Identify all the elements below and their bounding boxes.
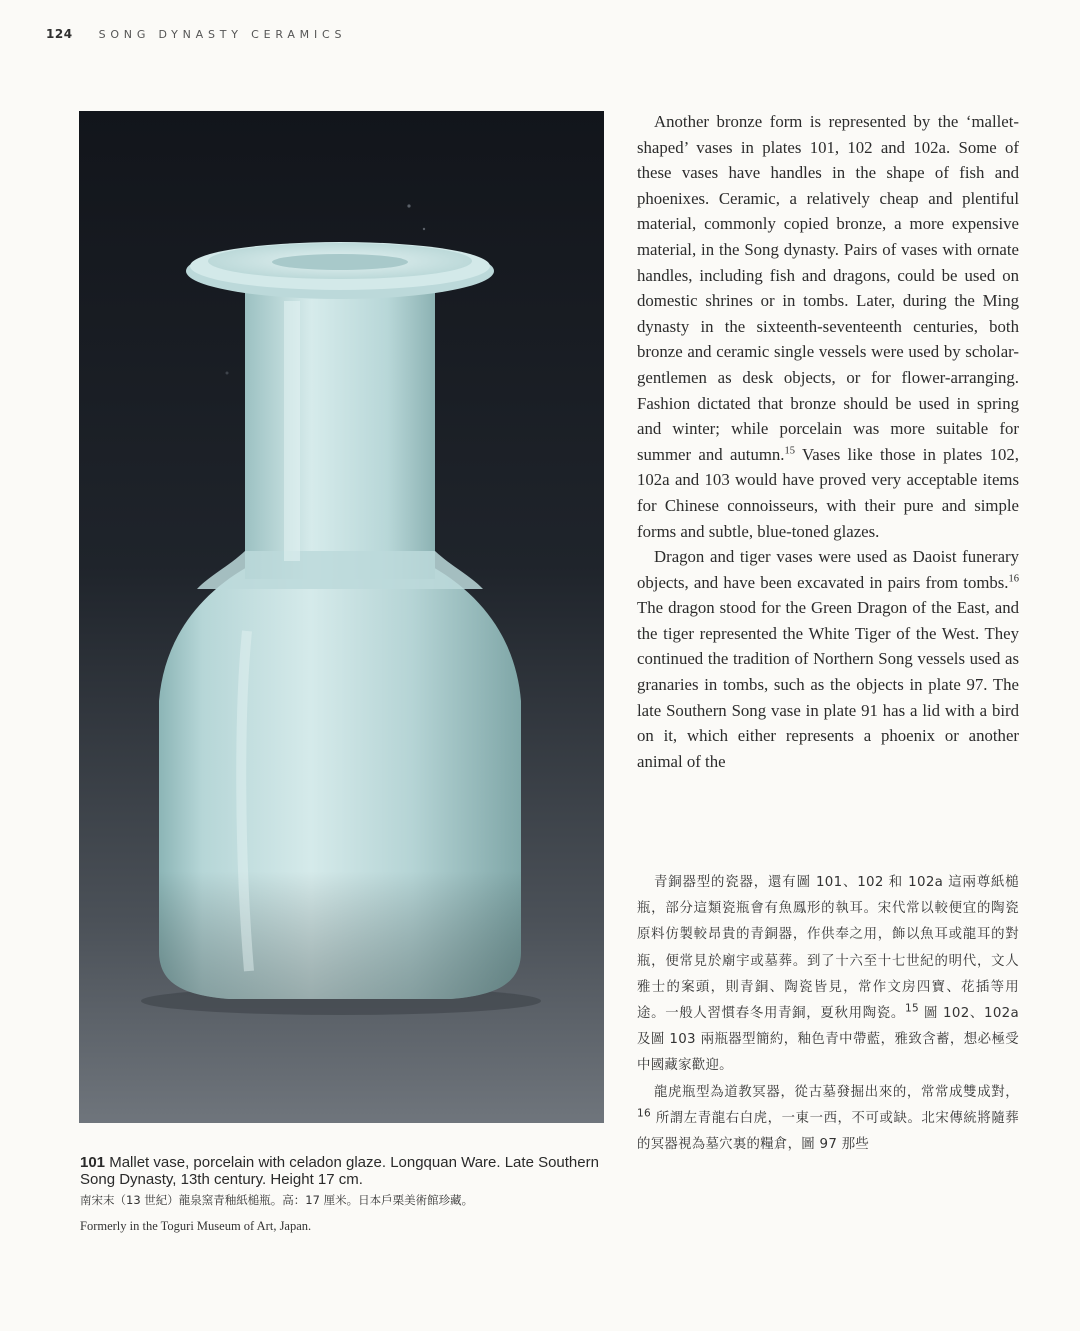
footnote-ref-zh-16: 16 — [637, 1107, 651, 1120]
paragraph-en-1 — [637, 109, 1019, 544]
body-text-chinese — [637, 870, 1019, 1158]
footnote-ref-16: 16 — [1008, 573, 1019, 585]
vase-photograph — [79, 111, 604, 1123]
paragraph-en-1-tail: Vases like those in plates 102, 102a and 103 would have proved very acceptable items for Chinese connoisseurs, with their pure and simple forms and subtle, blue-toned glazes. — [637, 444, 1020, 541]
paragraph-zh-2-tail: 所謂左青龍右白虎，一東一西，不可或缺。北宋傳統將隨葬的冥器視為墓穴裏的糧倉，圖 97 那些 — [637, 1110, 1019, 1153]
paragraph-zh-1 — [637, 870, 1019, 1080]
caption-credit: Formerly in the Toguri Museum of Art, Japan. — [80, 1219, 312, 1233]
caption-text-en: Mallet vase, porcelain with celadon glaze. Longquan Ware. Late Southern Song Dynasty, 13th century. Height 17 cm. — [80, 1154, 599, 1188]
paragraph-en-1-text: Another bronze form is represented by the ‘mallet-shaped’ vases in plates 101, 102 and 102a. Some of these vases have handles in the shape of fish and phoenixes. Ceramic, a relatively cheap and plentiful material, commonly copied bronze, a more expensive material, in the Song dynasty. Pairs of vases with ornate handles, including fish and dragons, could be used on domestic shrines or in tombs. Later, during the Ming dynasty in the sixteenth-seventeenth centuries, both bronze and ceramic single vessels were used by scholar-gentlemen as desk objects, or for flower-arranging. Fashion dictated that bronze should be used in spring and winter; while porcelain was more suitable for summer and autumn. — [637, 112, 1019, 464]
paragraph-zh-2-text: 龍虎瓶型為道教冥器，從古墓發掘出來的，常常成雙成對， — [654, 1084, 1019, 1100]
body-text-english — [637, 109, 1019, 774]
caption-chinese: 南宋末（13 世紀）龍泉窯青釉紙槌瓶。高：17 厘米。日本戶栗美術館珍藏。 — [80, 1193, 474, 1207]
plate-number: 101 — [80, 1154, 106, 1171]
footnote-ref-15: 15 — [784, 445, 795, 457]
figure-caption — [80, 1154, 600, 1234]
paragraph-en-2-tail: The dragon stood for the Green Dragon of the East, and the tiger represented the White Tiger of the West. They continued the tradition of Northern Song vessels used as granaries in tombs, such as the objects in plate 97. The late Southern Song vase in plate 91 has a lid with a bird on it, which either represents a phoenix or another animal of the — [637, 598, 1019, 771]
caption-english — [80, 1154, 600, 1188]
paragraph-zh-2 — [637, 1080, 1019, 1159]
running-head: SONG DYNASTY CERAMICS — [98, 28, 347, 41]
paragraph-zh-1-tail: 圖 102、102a 及圖 103 兩瓶器型簡約，釉色青中帶藍，雅致含蓄，想必極受中國藏家歡迎。 — [637, 1006, 1019, 1074]
paragraph-zh-1-text: 青銅器型的瓷器，還有圖 101、102 和 102a 這兩尊紙槌瓶，部分這類瓷瓶會有魚鳳形的執耳。宋代常以較便宜的陶瓷原料仿製較昂貴的青銅器，作供奉之用，飾以魚耳或龍耳的對瓶，便常見於廟宇或墓葬。到了十六至十七世紀的明代，文人雅士的案頭，則青銅、陶瓷皆見，常作文房四寶、花插等用途。一般人習慣春冬用青銅，夏秋用陶瓷。 — [637, 875, 1019, 1022]
paragraph-en-2 — [637, 544, 1019, 774]
page-number: 124 — [46, 27, 73, 41]
paragraph-en-2-text: Dragon and tiger vases were used as Daoist funerary objects, and have been excavated in pairs from tombs. — [637, 547, 1019, 592]
page-header — [46, 27, 346, 41]
footnote-ref-zh-15: 15 — [905, 1002, 919, 1015]
